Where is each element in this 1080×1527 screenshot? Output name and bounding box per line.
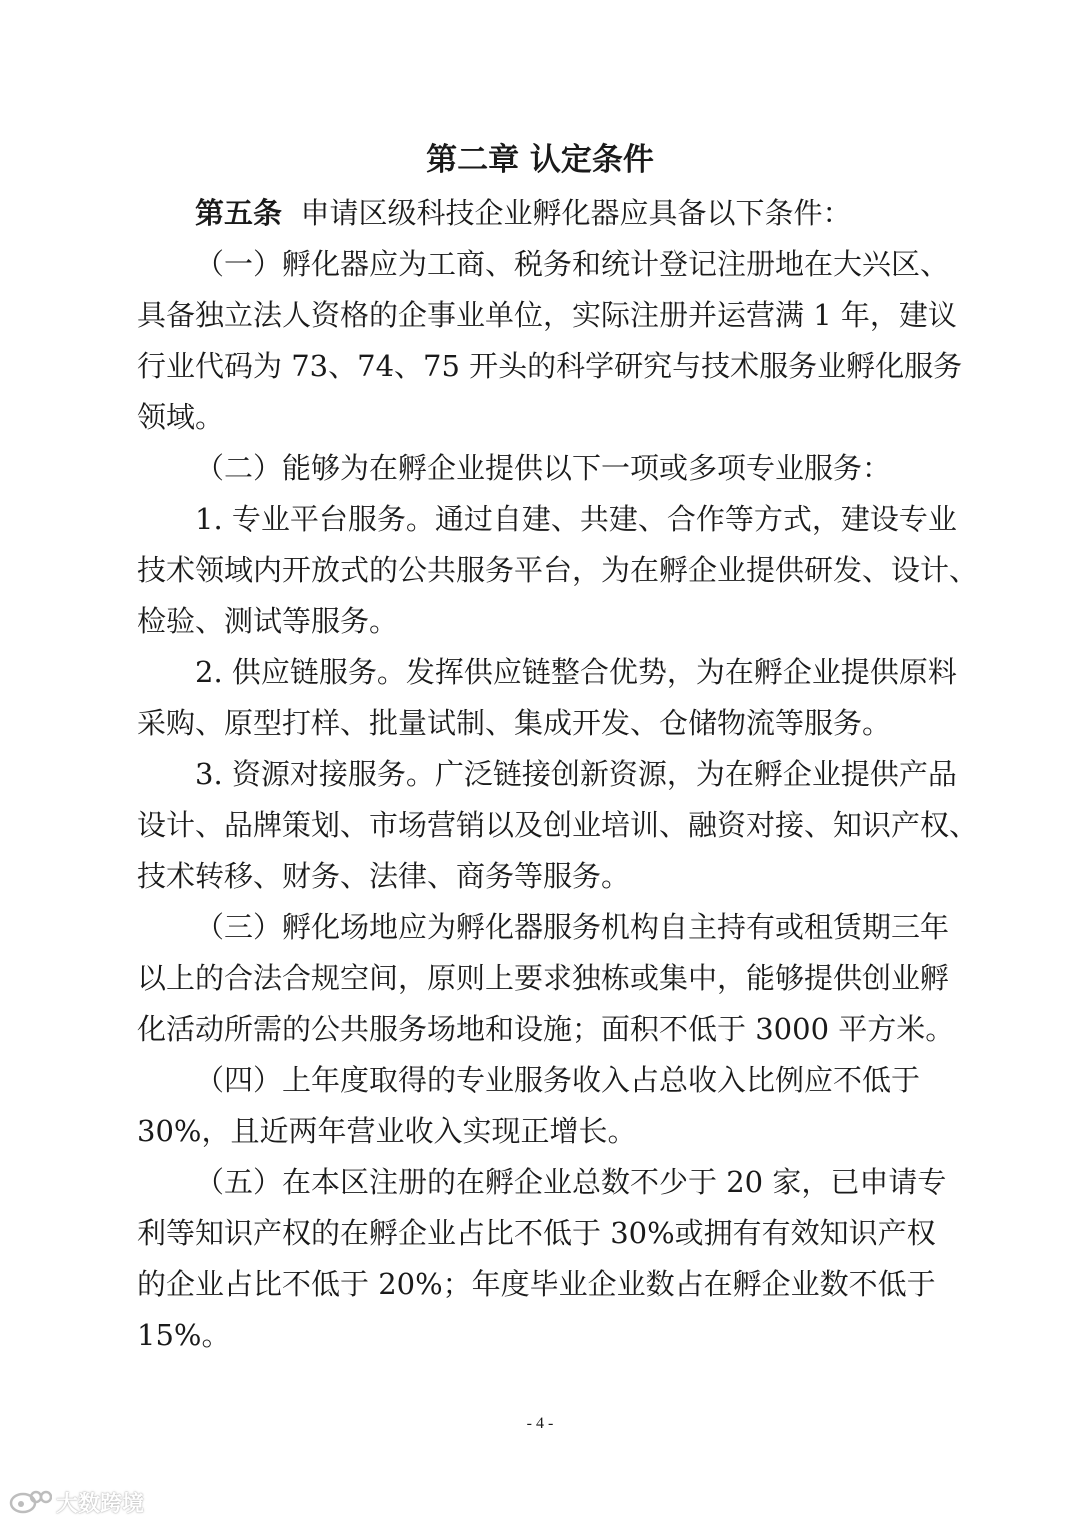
page-number: - 4 - bbox=[526, 1415, 554, 1432]
paragraph-line: 15%。 bbox=[137, 1318, 231, 1352]
watermark-text: 大数跨境 bbox=[56, 1491, 145, 1517]
paragraph-line: 以上的合法合规空间，原则上要求独栋或集中，能够提供创业孵 bbox=[137, 961, 950, 995]
watermark bbox=[8, 1485, 144, 1519]
paragraph-line: 行业代码为 73、74、75 开头的科学研究与技术服务业孵化服务 bbox=[137, 349, 963, 383]
paragraph-line: 设计、品牌策划、市场营销以及创业培训、融资对接、知识产权、 bbox=[137, 808, 979, 842]
paragraph-line: 领域。 bbox=[137, 400, 225, 434]
paragraph-line: 具备独立法人资格的企事业单位，实际注册并运营满 1 年，建议 bbox=[137, 298, 957, 332]
paragraph-line: （二）能够为在孵企业提供以下一项或多项专业服务： bbox=[195, 451, 892, 485]
paragraph-line: （四）上年度取得的专业服务收入占总收入比例应不低于 bbox=[195, 1063, 921, 1097]
chapter-title: 第二章 认定条件 bbox=[426, 142, 654, 178]
paragraph-line: 利等知识产权的在孵企业占比不低于 30%或拥有有效知识产权 bbox=[137, 1216, 936, 1250]
paragraph-line: 2. 供应链服务。发挥供应链整合优势，为在孵企业提供原料 bbox=[195, 655, 957, 689]
paragraph-line: （三）孵化场地应为孵化器服务机构自主持有或租赁期三年 bbox=[195, 910, 950, 944]
paragraph-line: 采购、原型打样、批量试制、集成开发、仓储物流等服务。 bbox=[137, 706, 892, 740]
paragraph-line: 技术转移、财务、法律、商务等服务。 bbox=[137, 859, 631, 893]
paragraph-line: 30%，且近两年营业收入实现正增长。 bbox=[137, 1114, 637, 1148]
paragraph-line: 技术领域内开放式的公共服务平台，为在孵企业提供研发、设计、 bbox=[137, 553, 979, 587]
article-intro: 申请区级科技企业孵化器应具备以下条件： bbox=[300, 196, 852, 230]
article-heading bbox=[195, 193, 851, 233]
article-number: 第五条 bbox=[195, 196, 283, 230]
paragraph-line: （一）孵化器应为工商、税务和统计登记注册地在大兴区、 bbox=[195, 247, 950, 281]
weibo-logo-icon bbox=[8, 1485, 52, 1519]
paragraph-line: 的企业占比不低于 20%；年度毕业企业数占在孵企业数不低于 bbox=[137, 1267, 936, 1301]
paragraph-line: 检验、测试等服务。 bbox=[137, 604, 399, 638]
paragraph-line: 3. 资源对接服务。广泛链接创新资源，为在孵企业提供产品 bbox=[195, 757, 957, 791]
paragraph-line: （五）在本区注册的在孵企业总数不少于 20 家，已申请专 bbox=[195, 1165, 947, 1199]
paragraph-line: 化活动所需的公共服务场地和设施；面积不低于 3000 平方米。 bbox=[137, 1012, 955, 1046]
paragraph-line: 1. 专业平台服务。通过自建、共建、合作等方式，建设专业 bbox=[195, 502, 957, 536]
